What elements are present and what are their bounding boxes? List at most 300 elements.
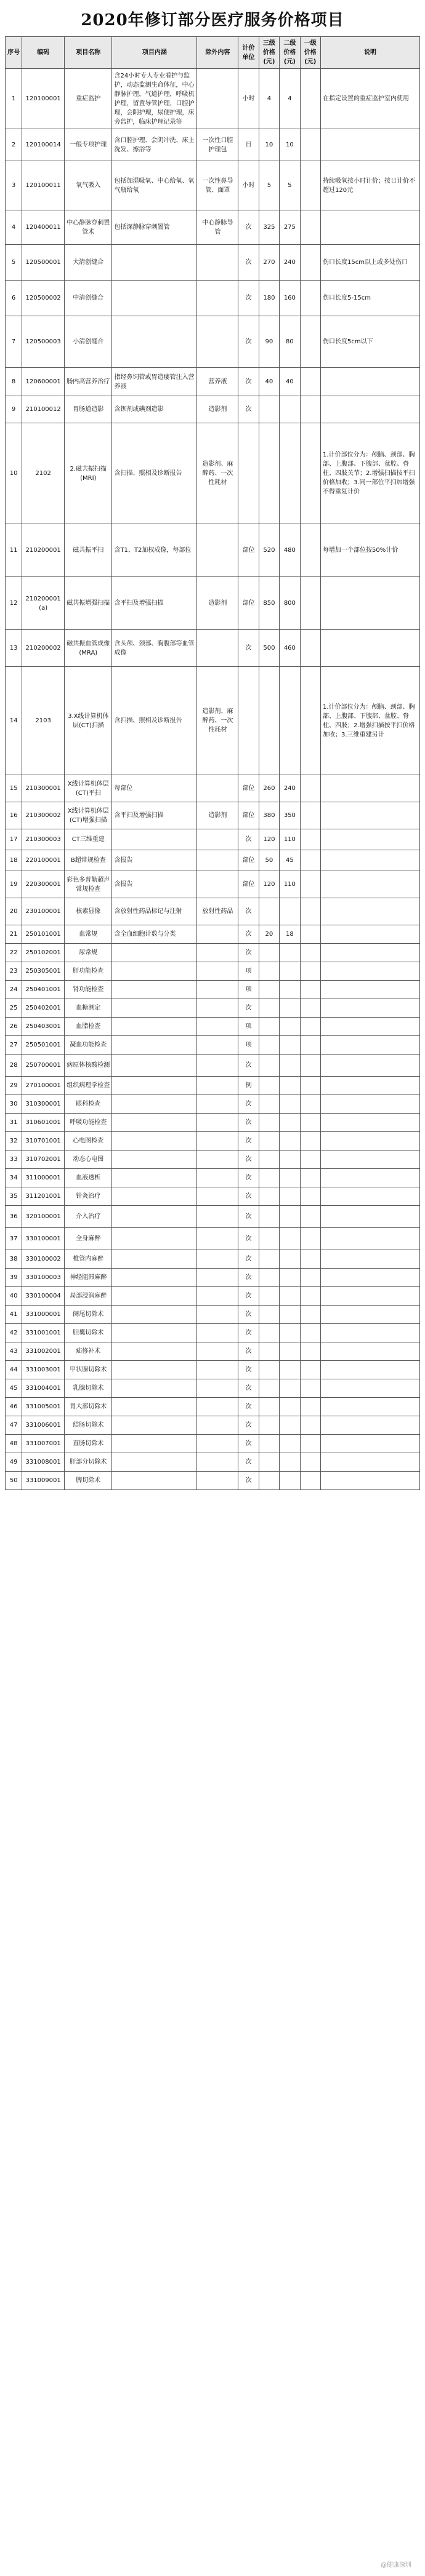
row-number: 10 (6, 423, 22, 524)
row-note (321, 1036, 420, 1055)
row-price-level2 (280, 1077, 300, 1095)
row-content (112, 1018, 197, 1036)
row-name: 2.磁共振扫描(MRI) (65, 423, 112, 524)
row-unit: 日 (238, 129, 259, 161)
row-content (112, 999, 197, 1018)
row-unit: 次 (238, 1287, 259, 1306)
row-unit: 小时 (238, 69, 259, 129)
row-number: 25 (6, 999, 22, 1018)
row-name: 重症监护 (65, 69, 112, 129)
row-note (321, 1342, 420, 1361)
row-number: 15 (6, 775, 22, 802)
row-price-level3 (259, 1018, 279, 1036)
row-code: 250501001 (22, 1036, 65, 1055)
row-name: 彩色多普勒超声常规检查 (65, 871, 112, 898)
row-unit: 部位 (238, 850, 259, 871)
row-note (321, 1287, 420, 1306)
row-price-level2: 18 (280, 925, 300, 944)
row-price-level2 (280, 1055, 300, 1077)
row-excluded (197, 1269, 238, 1287)
row-price-level2: 110 (280, 871, 300, 898)
row-unit: 次 (238, 1228, 259, 1250)
row-price-level3 (259, 1114, 279, 1132)
row-price-level2: 800 (280, 577, 300, 630)
row-note (321, 1169, 420, 1187)
row-code: 220100001 (22, 850, 65, 871)
row-excluded (197, 1055, 238, 1077)
row-price-level2 (280, 1269, 300, 1287)
row-code: 120400011 (22, 210, 65, 245)
row-price-level3: 850 (259, 577, 279, 630)
row-price-level2 (280, 1472, 300, 1490)
row-note (321, 999, 420, 1018)
row-price-level2 (280, 1453, 300, 1472)
row-unit: 次 (238, 210, 259, 245)
row-unit: 次 (238, 1361, 259, 1379)
table-row (6, 1114, 420, 1132)
row-price-level1 (300, 1187, 320, 1206)
row-price-level3 (259, 898, 279, 925)
row-excluded (197, 925, 238, 944)
table-row (6, 1206, 420, 1228)
row-code: 120500001 (22, 245, 65, 281)
row-unit: 部位 (238, 775, 259, 802)
row-excluded (197, 1324, 238, 1342)
table-row (6, 210, 420, 245)
row-excluded (197, 630, 238, 667)
table-row (6, 1132, 420, 1150)
row-content: 含口腔护理、会阴冲洗、床上洗发、擦浴等 (112, 129, 197, 161)
row-price-level2 (280, 981, 300, 999)
row-price-level1 (300, 1055, 320, 1077)
table-row (6, 1187, 420, 1206)
row-note: 1.计价部位分为：颅脑、颈部、胸部、上腹部、下腹部、盆腔、脊柱、四肢关节；2.增强扫描按平扫价格加收；3.同一部位平扫加增强不得重复计价 (321, 423, 420, 524)
table-row (6, 871, 420, 898)
row-content (112, 1472, 197, 1490)
row-price-level1 (300, 1269, 320, 1287)
row-price-level1 (300, 1306, 320, 1324)
header-price-level1: 一级价格(元) (300, 37, 320, 69)
row-code: 311201001 (22, 1187, 65, 1206)
row-unit: 部位 (238, 524, 259, 577)
row-unit: 次 (238, 999, 259, 1018)
row-price-level2: 240 (280, 775, 300, 802)
row-excluded (197, 850, 238, 871)
row-price-level1 (300, 1416, 320, 1435)
row-excluded (197, 1169, 238, 1187)
row-name: 氧气吸入 (65, 161, 112, 210)
row-name: 心电图检查 (65, 1132, 112, 1150)
row-price-level3 (259, 1187, 279, 1206)
row-name: 胃大部切除术 (65, 1398, 112, 1416)
row-code: 120500002 (22, 281, 65, 316)
table-row (6, 981, 420, 999)
row-content (112, 1169, 197, 1187)
table-row (6, 368, 420, 396)
row-name: 磁共振增强扫描 (65, 577, 112, 630)
table-row (6, 802, 420, 829)
row-price-level3 (259, 1287, 279, 1306)
row-number: 38 (6, 1250, 22, 1269)
row-note (321, 396, 420, 423)
row-price-level2: 80 (280, 316, 300, 368)
row-excluded: 造影剂、麻醉药、一次性耗材 (197, 667, 238, 775)
row-price-level3 (259, 396, 279, 423)
row-name: B超常规检查 (65, 850, 112, 871)
row-number: 48 (6, 1435, 22, 1453)
row-name: 阑尾切除术 (65, 1306, 112, 1324)
row-unit: 项 (238, 1018, 259, 1036)
row-excluded (197, 245, 238, 281)
row-excluded: 中心静脉导管 (197, 210, 238, 245)
row-number: 16 (6, 802, 22, 829)
row-note (321, 1187, 420, 1206)
row-code: 331002001 (22, 1342, 65, 1361)
row-code: 120100011 (22, 161, 65, 210)
row-excluded: 一次性鼻导管、面罩 (197, 161, 238, 210)
table-header-row (6, 37, 420, 69)
row-name: 小清创缝合 (65, 316, 112, 368)
row-name: 胃肠道造影 (65, 396, 112, 423)
row-name: 肝功能检查 (65, 962, 112, 981)
row-price-level3 (259, 1269, 279, 1287)
row-number: 23 (6, 962, 22, 981)
row-note (321, 1095, 420, 1114)
row-note (321, 1269, 420, 1287)
row-excluded (197, 1018, 238, 1036)
row-excluded (197, 1398, 238, 1416)
row-note (321, 944, 420, 962)
row-price-level3 (259, 1361, 279, 1379)
row-content: 含全血细胞计数与分类 (112, 925, 197, 944)
row-number: 37 (6, 1228, 22, 1250)
row-unit (238, 667, 259, 775)
row-note (321, 1324, 420, 1342)
row-note (321, 1361, 420, 1379)
table-row (6, 1036, 420, 1055)
row-price-level2 (280, 1114, 300, 1132)
row-note (321, 1228, 420, 1250)
row-price-level1 (300, 1206, 320, 1228)
row-number: 9 (6, 396, 22, 423)
row-note (321, 962, 420, 981)
row-price-level1 (300, 1453, 320, 1472)
header-price-level2: 二级价格(元) (280, 37, 300, 69)
row-note: 1.计价部位分为：颅脑、颈部、胸部、上腹部、下腹部、盆腔、脊柱、四肢；2.增强扫描按平扫价格加收；3.三维重建另计 (321, 667, 420, 775)
row-code: 2102 (22, 423, 65, 524)
row-number: 39 (6, 1269, 22, 1287)
row-code: 210100012 (22, 396, 65, 423)
row-excluded (197, 1150, 238, 1169)
row-price-level3 (259, 1379, 279, 1398)
table-row (6, 829, 420, 850)
row-price-level1 (300, 1036, 320, 1055)
row-price-level1 (300, 1150, 320, 1169)
row-name: 肾功能检查 (65, 981, 112, 999)
row-number: 6 (6, 281, 22, 316)
row-price-level1 (300, 850, 320, 871)
row-price-level1 (300, 281, 320, 316)
row-price-level3 (259, 667, 279, 775)
row-excluded: 造影剂 (197, 396, 238, 423)
row-price-level3 (259, 1132, 279, 1150)
row-name: 肠内高营养治疗 (65, 368, 112, 396)
row-price-level1 (300, 1250, 320, 1269)
row-note (321, 630, 420, 667)
row-price-level1 (300, 1342, 320, 1361)
row-note: 每增加一个部位按50%计价 (321, 524, 420, 577)
row-number: 29 (6, 1077, 22, 1095)
row-excluded (197, 1228, 238, 1250)
row-price-level2 (280, 1206, 300, 1228)
row-content: 含扫描、照相及诊断报告 (112, 667, 197, 775)
row-name: 介入治疗 (65, 1206, 112, 1228)
row-price-level3: 380 (259, 802, 279, 829)
row-code: 250403001 (22, 1018, 65, 1036)
row-code: 310701001 (22, 1132, 65, 1150)
row-unit (238, 423, 259, 524)
row-content: 含报告 (112, 850, 197, 871)
row-note (321, 1150, 420, 1169)
row-note (321, 1132, 420, 1150)
row-price-level2: 350 (280, 802, 300, 829)
row-content: 含头颅、颈部、胸腹部等血管成像 (112, 630, 197, 667)
row-unit: 次 (238, 245, 259, 281)
row-note: 持续吸氧按小时计价；按日计价不超过120元 (321, 161, 420, 210)
row-price-level3 (259, 1150, 279, 1169)
row-unit: 次 (238, 1453, 259, 1472)
table-row (6, 1324, 420, 1342)
row-content: 含24小时专人专业看护与监护，动态监测生命体征，中心静脉护理，气道护理，呼吸机护理，留置导管护理，口腔护理，会阴护理，尿便护理，床旁监护，临床护理记录等 (112, 69, 197, 129)
row-price-level2 (280, 898, 300, 925)
row-note (321, 802, 420, 829)
row-code: 331006001 (22, 1416, 65, 1435)
row-excluded (197, 1095, 238, 1114)
row-unit: 项 (238, 1036, 259, 1055)
row-number: 1 (6, 69, 22, 129)
row-price-level1 (300, 630, 320, 667)
row-note (321, 1398, 420, 1416)
row-price-level2 (280, 999, 300, 1018)
row-excluded: 造影剂 (197, 802, 238, 829)
row-number: 20 (6, 898, 22, 925)
row-code: 250402001 (22, 999, 65, 1018)
row-note (321, 1472, 420, 1490)
row-name: 局部浸润麻醉 (65, 1287, 112, 1306)
row-content: 含报告 (112, 871, 197, 898)
row-price-level3: 500 (259, 630, 279, 667)
table-row (6, 898, 420, 925)
row-excluded (197, 1342, 238, 1361)
row-name: 尿常规 (65, 944, 112, 962)
row-price-level1 (300, 524, 320, 577)
row-price-level2: 5 (280, 161, 300, 210)
row-excluded: 造影剂、麻醉药、一次性耗材 (197, 423, 238, 524)
table-row (6, 1435, 420, 1453)
table-row (6, 396, 420, 423)
row-price-level3 (259, 1036, 279, 1055)
table-row (6, 1018, 420, 1036)
row-name: 大清创缝合 (65, 245, 112, 281)
row-content (112, 981, 197, 999)
table-row (6, 1095, 420, 1114)
row-note (321, 1435, 420, 1453)
row-price-level2: 110 (280, 829, 300, 850)
row-code: 330100003 (22, 1269, 65, 1287)
row-number: 24 (6, 981, 22, 999)
row-unit: 次 (238, 1269, 259, 1287)
row-name: 全身麻醉 (65, 1228, 112, 1250)
row-excluded (197, 1472, 238, 1490)
table-row (6, 1228, 420, 1250)
row-price-level1 (300, 981, 320, 999)
row-content: 指经鼻饲管或胃造瘘管注入营养液 (112, 368, 197, 396)
row-code: 331000001 (22, 1306, 65, 1324)
row-price-level2 (280, 1250, 300, 1269)
row-price-level2 (280, 1187, 300, 1206)
row-price-level3: 325 (259, 210, 279, 245)
row-unit: 次 (238, 1398, 259, 1416)
row-unit: 次 (238, 1206, 259, 1228)
row-note (321, 1077, 420, 1095)
row-code: 120600001 (22, 368, 65, 396)
row-number: 35 (6, 1187, 22, 1206)
row-excluded (197, 775, 238, 802)
row-note (321, 368, 420, 396)
row-price-level3: 10 (259, 129, 279, 161)
row-number: 36 (6, 1206, 22, 1228)
row-number: 30 (6, 1095, 22, 1114)
row-unit: 次 (238, 1379, 259, 1398)
row-price-level1 (300, 1228, 320, 1250)
row-name: 中心静脉穿刺置管术 (65, 210, 112, 245)
row-content (112, 1342, 197, 1361)
row-price-level3: 270 (259, 245, 279, 281)
row-price-level1 (300, 775, 320, 802)
row-excluded (197, 1036, 238, 1055)
row-code: 331007001 (22, 1435, 65, 1453)
row-code: 210300003 (22, 829, 65, 850)
row-note (321, 829, 420, 850)
row-unit: 次 (238, 1055, 259, 1077)
row-note (321, 775, 420, 802)
row-price-level3: 180 (259, 281, 279, 316)
row-price-level1 (300, 1114, 320, 1132)
row-number: 41 (6, 1306, 22, 1324)
row-name: 血液透析 (65, 1169, 112, 1187)
row-excluded (197, 1250, 238, 1269)
row-price-level2: 275 (280, 210, 300, 245)
row-price-level3 (259, 1398, 279, 1416)
table-row (6, 1361, 420, 1379)
row-price-level2: 160 (280, 281, 300, 316)
row-number: 3 (6, 161, 22, 210)
row-price-level1 (300, 1018, 320, 1036)
row-number: 46 (6, 1398, 22, 1416)
row-price-level1 (300, 1287, 320, 1306)
row-note: 伤口长度5cm以下 (321, 316, 420, 368)
row-code: 120500003 (22, 316, 65, 368)
row-price-level1 (300, 1435, 320, 1453)
row-price-level1 (300, 667, 320, 775)
row-number: 43 (6, 1342, 22, 1361)
row-excluded (197, 944, 238, 962)
row-price-level3 (259, 1169, 279, 1187)
row-price-level2: 45 (280, 850, 300, 871)
row-price-level2 (280, 944, 300, 962)
row-price-level1 (300, 898, 320, 925)
row-unit: 次 (238, 1472, 259, 1490)
row-note: 在指定设置的重症监护室内使用 (321, 69, 420, 129)
row-price-level2: 240 (280, 245, 300, 281)
row-note (321, 1250, 420, 1269)
row-name: 磁共振血管成像(MRA) (65, 630, 112, 667)
row-content (112, 1187, 197, 1206)
row-unit: 项 (238, 981, 259, 999)
row-name: 眼科检查 (65, 1095, 112, 1114)
row-price-level2 (280, 423, 300, 524)
table-row (6, 1250, 420, 1269)
row-excluded (197, 1361, 238, 1379)
row-excluded (197, 1435, 238, 1453)
row-note (321, 577, 420, 630)
row-price-level3 (259, 1077, 279, 1095)
row-price-level2 (280, 1379, 300, 1398)
row-code: 331001001 (22, 1324, 65, 1342)
row-content (112, 281, 197, 316)
table-row (6, 775, 420, 802)
row-price-level3 (259, 1095, 279, 1114)
row-unit: 次 (238, 1435, 259, 1453)
row-unit: 次 (238, 1187, 259, 1206)
row-unit: 次 (238, 1306, 259, 1324)
row-unit: 次 (238, 1324, 259, 1342)
row-price-level1 (300, 1132, 320, 1150)
row-price-level2: 40 (280, 368, 300, 396)
row-price-level3 (259, 1435, 279, 1453)
row-number: 31 (6, 1114, 22, 1132)
row-code: 330100002 (22, 1250, 65, 1269)
row-number: 49 (6, 1453, 22, 1472)
row-content (112, 1132, 197, 1150)
row-price-level2 (280, 396, 300, 423)
row-number: 26 (6, 1018, 22, 1036)
row-unit: 次 (238, 1250, 259, 1269)
row-excluded (197, 281, 238, 316)
row-unit: 次 (238, 1114, 259, 1132)
row-unit: 小时 (238, 161, 259, 210)
row-number: 11 (6, 524, 22, 577)
row-price-level1 (300, 999, 320, 1018)
row-content (112, 1361, 197, 1379)
row-number: 18 (6, 850, 22, 871)
row-code: 330100001 (22, 1228, 65, 1250)
row-price-level2: 460 (280, 630, 300, 667)
table-row (6, 161, 420, 210)
row-unit: 次 (238, 1095, 259, 1114)
row-code: 250401001 (22, 981, 65, 999)
row-unit: 次 (238, 281, 259, 316)
row-name: 神经阻滞麻醉 (65, 1269, 112, 1287)
row-price-level1 (300, 925, 320, 944)
row-unit: 次 (238, 1132, 259, 1150)
table-row (6, 1287, 420, 1306)
watermark: @健康深圳 (381, 2562, 411, 2569)
row-number: 12 (6, 577, 22, 630)
row-code: 331004001 (22, 1379, 65, 1398)
row-excluded (197, 1287, 238, 1306)
row-note (321, 129, 420, 161)
